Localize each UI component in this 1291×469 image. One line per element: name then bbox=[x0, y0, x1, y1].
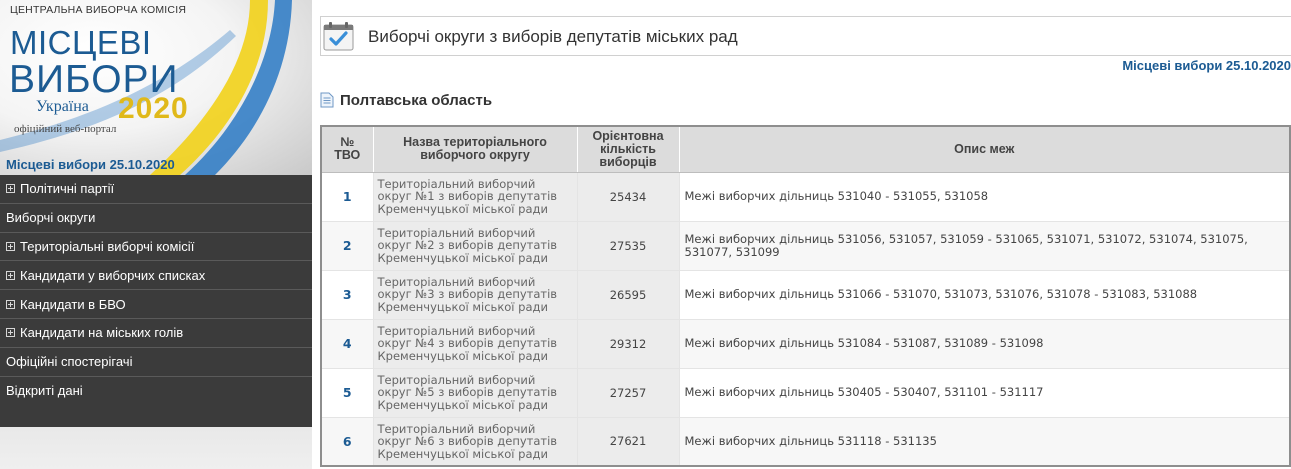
page-title: Виборчі округи з виборів депутатів міських рад bbox=[368, 27, 738, 46]
menu-item-label: Кандидати в БВО bbox=[20, 296, 126, 312]
plus-box-icon[interactable] bbox=[6, 271, 15, 280]
voter-count: 25434 bbox=[577, 172, 679, 221]
district-name: Територіальний виборчий округ №1 з виборів депутатів Кременчуцької міської ради bbox=[373, 172, 577, 221]
document-icon bbox=[320, 92, 334, 108]
districts-table bbox=[320, 125, 1291, 467]
column-header-description: Опис меж bbox=[679, 126, 1290, 172]
plus-box-icon[interactable] bbox=[6, 184, 15, 193]
voter-count: 29312 bbox=[577, 319, 679, 368]
menu-item-districts[interactable] bbox=[0, 204, 312, 233]
logo-line-2: ВИБОРИ bbox=[9, 58, 179, 101]
voter-count: 27535 bbox=[577, 221, 679, 270]
district-name: Територіальний виборчий округ №2 з виборів депутатів Кременчуцької міської ради bbox=[373, 221, 577, 270]
menu-item-political-parties[interactable] bbox=[0, 175, 312, 204]
tvo-number-link[interactable]: 2 bbox=[321, 221, 373, 270]
logo-year: 2020 bbox=[118, 92, 189, 125]
menu-item-label: Виборчі округи bbox=[6, 210, 96, 226]
voter-count: 27621 bbox=[577, 417, 679, 466]
region-title: Полтавська область bbox=[340, 91, 493, 109]
column-header-name: Назва територіального виборчого округу bbox=[373, 126, 577, 172]
menu-item-bvo-candidates[interactable] bbox=[0, 290, 312, 319]
boundary-description: Межі виборчих дільниць 530405 - 530407, 531101 - 531117 bbox=[679, 368, 1290, 417]
tvo-number-link[interactable]: 6 bbox=[321, 417, 373, 466]
logo-country: Україна bbox=[36, 98, 89, 115]
tvo-number-link[interactable]: 5 bbox=[321, 368, 373, 417]
table-row bbox=[321, 417, 1290, 466]
district-name: Територіальний виборчий округ №6 з виборів депутатів Кременчуцької міської ради bbox=[373, 417, 577, 466]
left-sidebar bbox=[0, 0, 312, 469]
boundary-description: Межі виборчих дільниць 531118 - 531135 bbox=[679, 417, 1290, 466]
district-name: Територіальний виборчий округ №3 з виборів депутатів Кременчуцької міської ради bbox=[373, 270, 577, 319]
voter-count: 26595 bbox=[577, 270, 679, 319]
menu-item-label: Політичні партії bbox=[20, 181, 115, 197]
region-heading bbox=[320, 90, 492, 110]
district-name: Територіальний виборчий округ №5 з виборів депутатів Кременчуцької міської ради bbox=[373, 368, 577, 417]
logo-portal-caption: офіційний веб-портал bbox=[14, 123, 117, 135]
tvo-number-link[interactable]: 4 bbox=[321, 319, 373, 368]
menu-item-label: Офіційні спостерігачі bbox=[6, 354, 133, 370]
column-header-tvo: № ТВО bbox=[321, 126, 373, 172]
table-row bbox=[321, 270, 1290, 319]
tvo-number-link[interactable]: 3 bbox=[321, 270, 373, 319]
sidebar-election-title[interactable]: Місцеві вибори 25.10.2020 bbox=[6, 157, 175, 172]
site-logo-banner[interactable] bbox=[0, 0, 312, 175]
column-header-voters: Орієнтовна кількість виборців bbox=[577, 126, 679, 172]
voter-count: 27257 bbox=[577, 368, 679, 417]
cvk-label: ЦЕНТРАЛЬНА ВИБОРЧА КОМІСІЯ bbox=[10, 4, 187, 16]
table-row bbox=[321, 221, 1290, 270]
menu-item-label: Кандидати у виборчих списках bbox=[20, 267, 206, 283]
menu-item-label: Відкриті дані bbox=[6, 383, 83, 399]
boundary-description: Межі виборчих дільниць 531084 - 531087, 531089 - 531098 bbox=[679, 319, 1290, 368]
plus-box-icon[interactable] bbox=[6, 300, 15, 309]
election-date-link[interactable]: Місцеві вибори 25.10.2020 bbox=[1122, 58, 1291, 73]
tvo-number-link[interactable]: 1 bbox=[321, 172, 373, 221]
table-header-row bbox=[321, 126, 1290, 172]
sidebar-menu bbox=[0, 175, 312, 427]
table-row bbox=[321, 319, 1290, 368]
menu-item-open-data[interactable] bbox=[0, 377, 312, 406]
plus-box-icon[interactable] bbox=[6, 242, 15, 251]
main-content bbox=[320, 0, 1291, 469]
table-row bbox=[321, 172, 1290, 221]
menu-item-mayor-candidates[interactable] bbox=[0, 319, 312, 348]
logo-line-1: МІСЦЕВІ bbox=[10, 24, 152, 61]
boundary-description: Межі виборчих дільниць 531056, 531057, 531059 - 531065, 531071, 531072, 531074, 531075, 531077, 531099 bbox=[679, 221, 1290, 270]
calendar-check-icon bbox=[323, 21, 354, 51]
menu-item-list-candidates[interactable] bbox=[0, 261, 312, 290]
menu-item-label: Територіальні виборчі комісії bbox=[20, 238, 195, 254]
boundary-description: Межі виборчих дільниць 531040 - 531055, 531058 bbox=[679, 172, 1290, 221]
boundary-description: Межі виборчих дільниць 531066 - 531070, 531073, 531076, 531078 - 531083, 531088 bbox=[679, 270, 1290, 319]
plus-box-icon[interactable] bbox=[6, 328, 15, 337]
page-header bbox=[320, 16, 1291, 56]
district-name: Територіальний виборчий округ №4 з виборів депутатів Кременчуцької міської ради bbox=[373, 319, 577, 368]
menu-item-official-observers[interactable] bbox=[0, 348, 312, 377]
menu-item-territorial-commissions[interactable] bbox=[0, 233, 312, 262]
table-row bbox=[321, 368, 1290, 417]
menu-item-label: Кандидати на міських голів bbox=[20, 325, 184, 341]
